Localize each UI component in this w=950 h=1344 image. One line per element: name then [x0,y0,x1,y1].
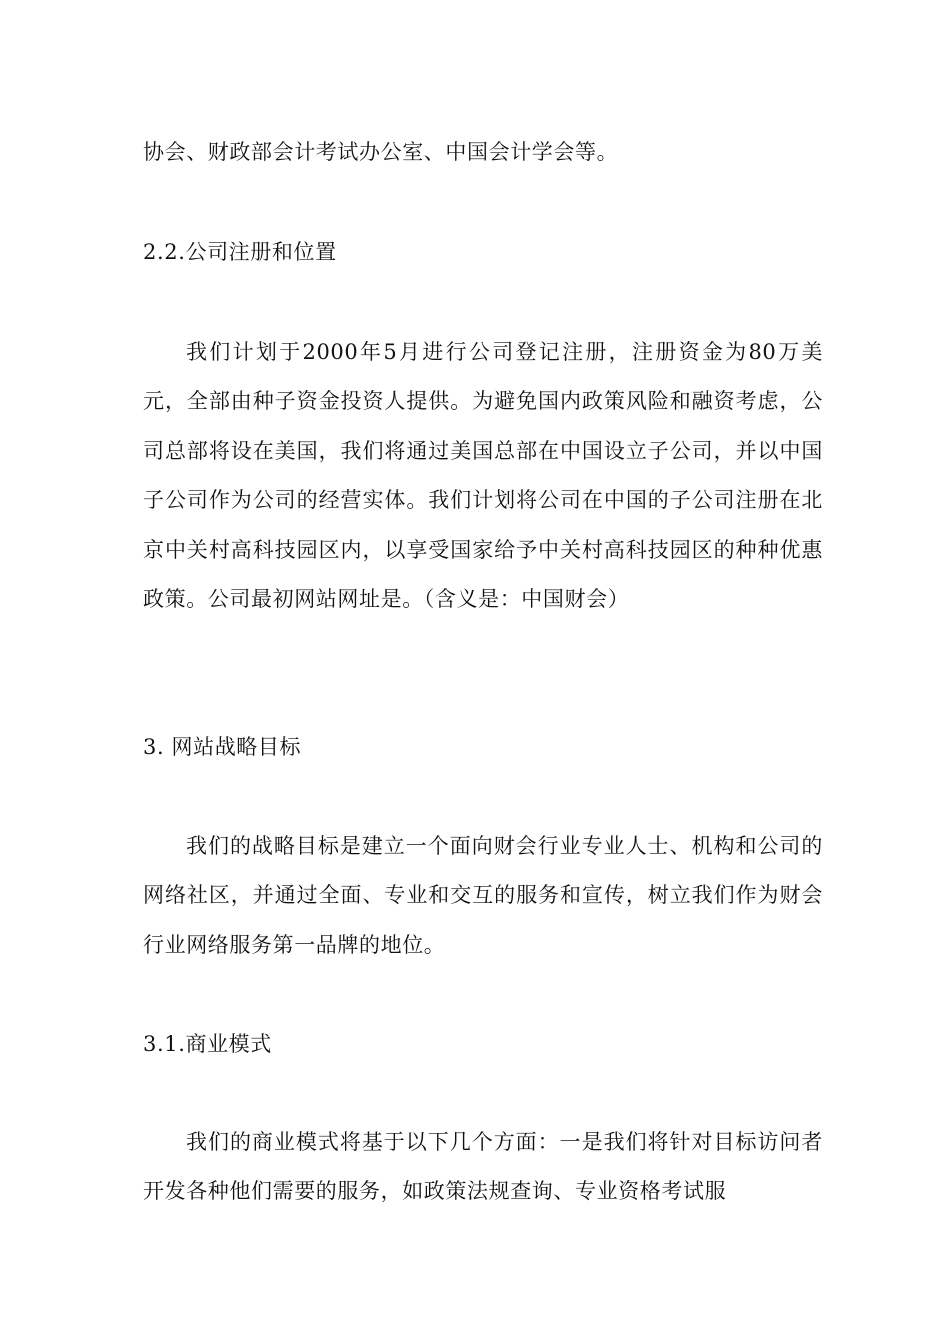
section-heading-2-2: 2.2.公司注册和位置 [143,240,337,264]
paragraph-company-registration: 我们计划于2000年5月进行公司登记注册，注册资金为80万美元，全部由种子资金投资人提供。为避免国内政策风险和融资考虑，公司总部将设在美国，我们将通过美国总部在中国设立子公司，并以中国子公司作为公司的经营实体。我们计划将公司在中国的子公司注册在北京中关村高科技园区内，以享受国家给予中关村高科技园区的种种优惠政策。公司最初网站网址是。（含义是：中国财会） [143,340,823,612]
continuation-text: 协会、财政部会计考试办公室、中国会计学会等。 [143,140,619,164]
section-heading-3-1: 3.1.商业模式 [143,1032,272,1056]
paragraph-strategic-goal: 我们的战略目标是建立一个面向财会行业专业人士、机构和公司的网络社区，并通过全面、专业和交互的服务和宣传，树立我们作为财会行业网络服务第一品牌的地位。 [143,834,823,957]
paragraph-business-model: 我们的商业模式将基于以下几个方面：一是我们将针对目标访问者开发各种他们需要的服务，如政策法规查询、专业资格考试服 [143,1130,823,1204]
section-heading-3: 3. 网站战略目标 [143,735,302,759]
